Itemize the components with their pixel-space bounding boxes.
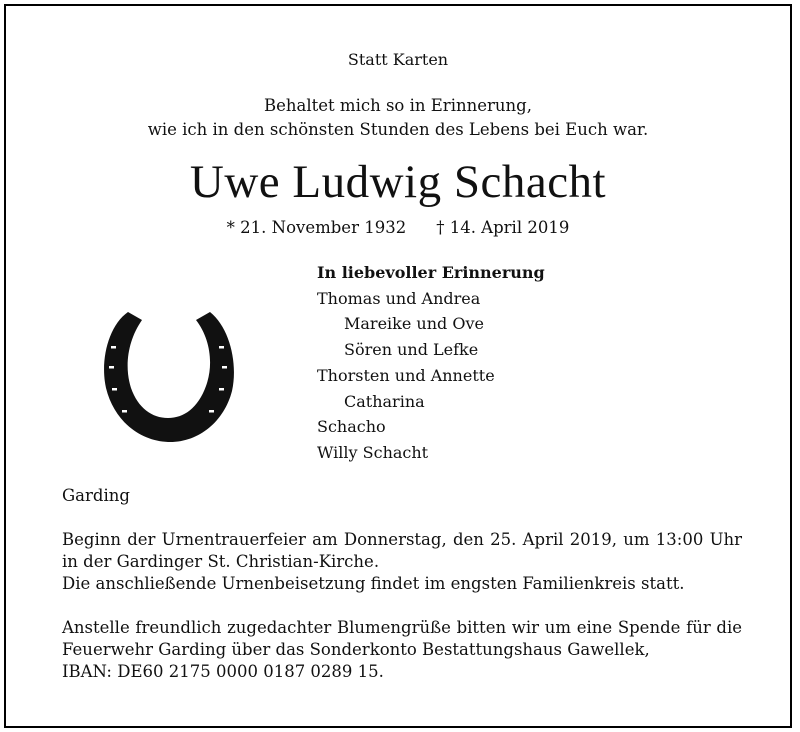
ceremony-text: Beginn der Urnentrauerfeier am Donnerstag, den 25. April 2019, um 13:00 Uhr in der Gardinger St. Christian-Kirche. (62, 530, 742, 571)
donation-text: Anstelle freundlich zugedachter Blumengrüße bitten wir um eine Spende für die Feuerwehr Garding über das Sonderkonto Bestattungshaus Gawellek, (62, 618, 742, 659)
family-member: Catharina (344, 391, 425, 411)
family-member: Willy Schacht (317, 442, 429, 462)
ceremony-info (62, 529, 742, 595)
statt-karten-label: Statt Karten (347, 50, 449, 69)
family-member: Sören und Lefke (344, 340, 479, 360)
deceased-name: Uwe Ludwig Schacht (189, 156, 607, 208)
birth-date: * 21. November 1932 (226, 218, 407, 237)
iban-text: IBAN: DE60 2175 0000 0187 0289 15. (62, 662, 384, 681)
motto-line-1: Behaltet mich so in Erinnerung, (264, 96, 532, 115)
obituary-card (4, 4, 792, 728)
burial-text: Die anschließende Urnenbeisetzung findet im engsten Familienkreis statt. (62, 574, 685, 593)
donation-info (62, 617, 742, 683)
motto (6, 94, 790, 142)
motto-line-2: wie ich in den schönsten Stunden des Lebens bei Euch war. (147, 120, 649, 139)
life-dates (6, 218, 790, 237)
family-member: Mareike und Ove (344, 314, 484, 334)
family-member: Thorsten und Annette (317, 365, 495, 385)
family-list (317, 260, 545, 466)
family-member: Schacho (317, 417, 386, 437)
city: Garding (62, 486, 130, 505)
family-heading: In liebevoller Erinnerung (317, 263, 545, 282)
horseshoe-icon (98, 306, 240, 446)
death-date: † 14. April 2019 (436, 218, 570, 237)
family-member: Thomas und Andrea (317, 288, 481, 308)
